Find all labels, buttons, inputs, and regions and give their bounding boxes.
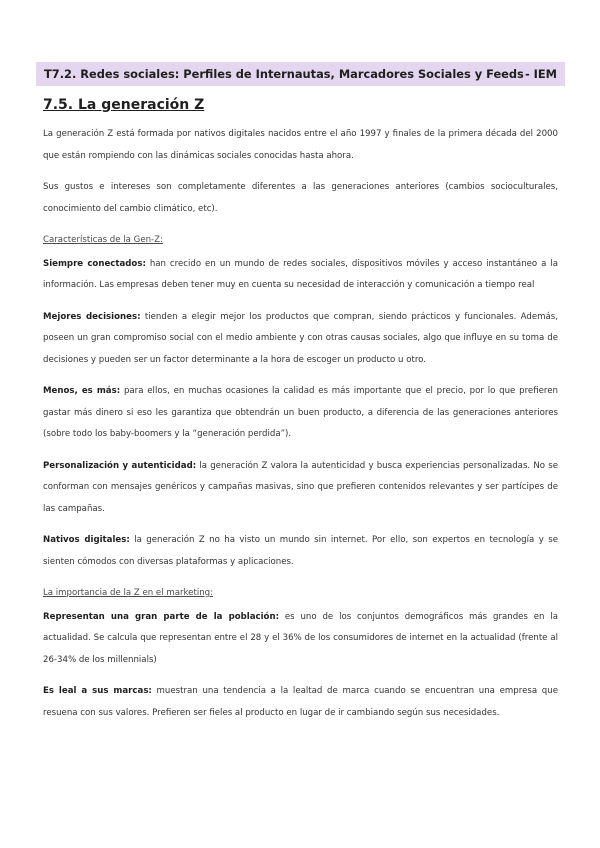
characteristic-item xyxy=(43,254,558,297)
characteristic-term: Mejores decisiones: xyxy=(43,311,141,322)
marketing-item xyxy=(43,681,558,724)
characteristic-item xyxy=(43,456,558,521)
characteristics-heading xyxy=(43,230,558,252)
intro-paragraph: La generación Z está formada por nativos digitales nacidos entre el año 1997 y finales de la primera década del 2000 que están rompiendo con las dinámicas sociales conocidas hasta ahora. xyxy=(43,129,558,161)
characteristic-term: Personalización y autenticidad: xyxy=(43,460,197,471)
marketing-heading xyxy=(43,583,558,605)
characteristic-item xyxy=(43,530,558,573)
marketing-term: Es leal a sus marcas: xyxy=(43,686,152,696)
marketing-text: es uno de los conjuntos demográficos más grandes en la actualidad. Se calcula que representan entre el 28 y el 36% de los consumidores de internet en la actualidad (frente al 26-34% de los millennials) xyxy=(43,611,558,665)
characteristic-item xyxy=(43,307,558,372)
marketing-term: Representan una gran parte de la población: xyxy=(43,611,280,622)
characteristic-text: la generación Z valora la autenticidad y busca experiencias personalizadas. No se conforman con mensajes genéricos y campañas masivas, sino que prefieren contenidos relevantes y ser partícipes de las campañas. xyxy=(43,460,558,514)
document-body xyxy=(43,124,558,734)
document-header xyxy=(36,62,565,86)
marketing-text: muestran una tendencia a la lealtad de marca cuando se encuentran una empresa que resuena con sus valores. Prefieren ser fieles al producto en lugar de ir cambiando según sus necesidades. xyxy=(43,686,558,718)
marketing-item xyxy=(43,607,558,672)
characteristic-term: Siempre conectados: xyxy=(43,258,146,269)
characteristics-heading-text: Características de la Gen-Z: xyxy=(43,235,163,245)
characteristic-term: Nativos digitales: xyxy=(43,535,130,545)
characteristic-text: para ellos, en muchas ocasiones la calidad es más importante que el precio, por lo que prefieren gastar más dinero si eso les garantiza que obtendrán un buen producto, a diferencia de las generaciones anteriores (sobre todo los baby-boomers y la “generación perdida”). xyxy=(43,386,559,439)
section-title: 7.5. La generación Z xyxy=(43,97,205,113)
intro-paragraph: Sus gustos e intereses son completamente diferentes a las generaciones anteriores (cambios socioculturales, conocimiento del cambio climático, etc). xyxy=(43,182,558,214)
characteristic-term: Menos, es más: xyxy=(43,386,121,396)
characteristic-item xyxy=(43,381,558,446)
characteristic-text: la generación Z no ha visto un mundo sin internet. Por ello, son expertos en tecnología y se sienten cómodos con diversas plataformas y aplicaciones. xyxy=(43,535,558,567)
header-org: - IEM xyxy=(524,67,557,81)
marketing-heading-text: La importancia de la Z en el marketing: xyxy=(43,588,214,598)
characteristic-text: han crecido en un mundo de redes sociales, dispositivos móviles y acceso instantáneo a la información. Las empresas deben tener muy en cuenta su necesidad de interacción y comunicación a tiempo real xyxy=(43,258,558,290)
header-title: T7.2. Redes sociales: Perfiles de Internautas, Marcadores Sociales y Feeds xyxy=(44,67,524,81)
characteristic-text: tienden a elegir mejor los productos que compran, siendo prácticos y funcionales. Además, poseen un gran compromiso social con el medio ambiente y con otras causas sociales, algo que influye en su toma de decisiones y pueden ser un factor determinante a la hora de escoger un producto u otro. xyxy=(43,311,558,365)
